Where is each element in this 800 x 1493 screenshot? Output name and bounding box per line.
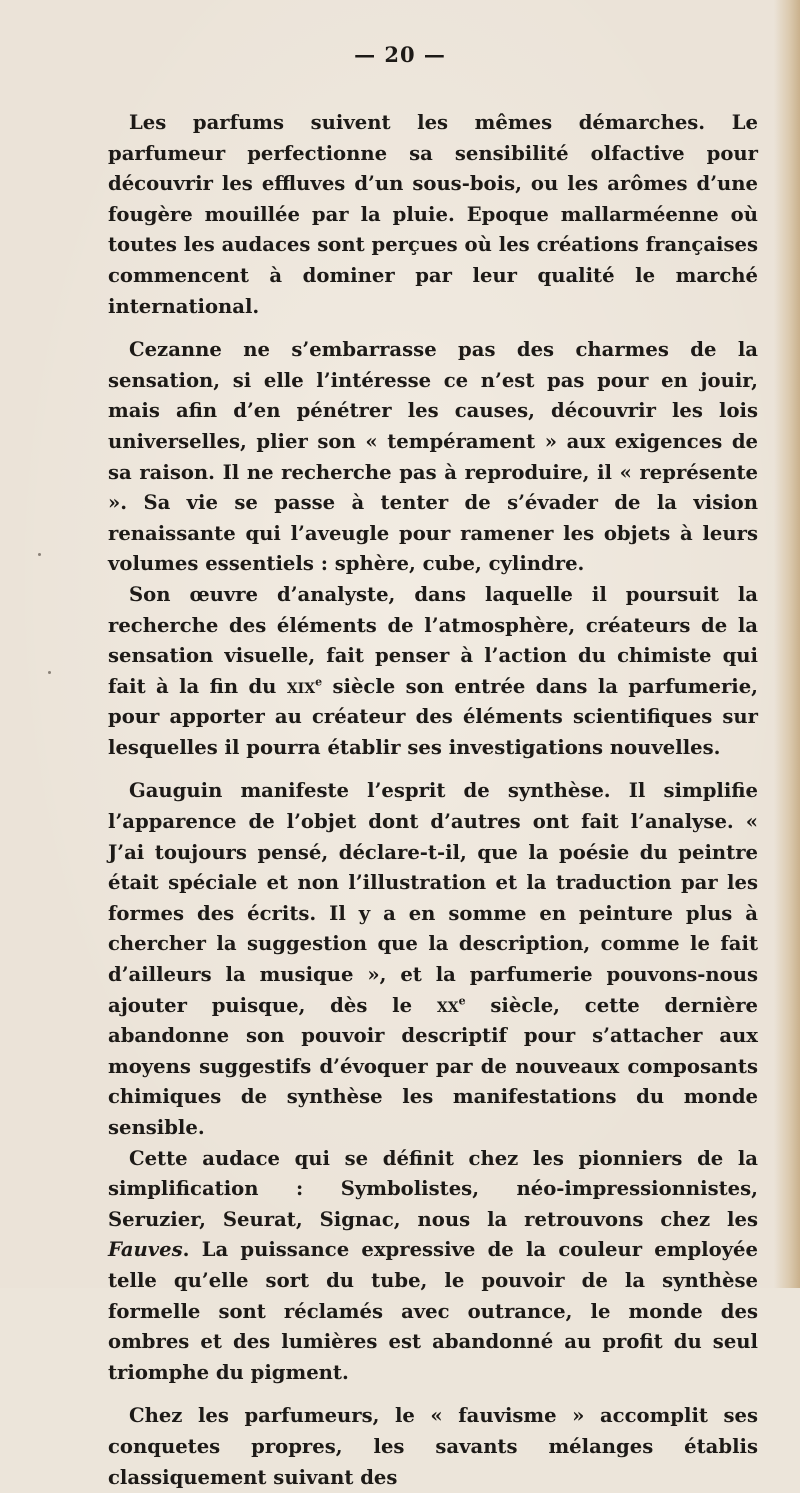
small-caps-text: xx <box>436 993 459 1017</box>
small-caps-text: xix <box>286 674 316 698</box>
text-run: Gauguin manifeste l’esprit de synthèse. Il simplifie l’apparence de l’objet dont d’autres ont fait l’analyse. « J’ai toujours pensé, déclare-t-il, que la poésie du peintre était spéciale et non l’illustration et la traduction par les formes des écrits. Il y a en somme en peinture plus à chercher la suggestion que la description, comme le fait d’ailleurs la musique », et la parfumerie pouvons-nous ajouter puisque, dès le <box>108 779 758 1017</box>
paragraph <box>108 1144 758 1389</box>
superscript: e <box>458 994 466 1008</box>
text-run: Son œuvre d’analyste, dans laquelle il poursuit la recherche des éléments de l’atmosphère, créateurs de la sensation visuelle, fait penser à l’action du chimiste qui fait à la fin du <box>108 582 758 698</box>
paragraph <box>108 580 758 764</box>
paragraph <box>108 335 758 580</box>
page-number: — 20 — <box>354 42 446 67</box>
text-run: siècle son entrée dans la parfumerie, pour apporter au créateur des éléments scientifiques sur lesquelles il pourra établir ses investigations nouvelles. <box>108 674 758 759</box>
page-edge-shadow <box>774 0 800 1288</box>
paper-speck <box>38 553 41 556</box>
paper-speck <box>48 671 51 674</box>
text-run: . La puissance expressive de la couleur employée telle qu’elle sort du tube, le pouvoir de la synthèse formelle sont réclamés avec outrance, le monde des ombres et des lumières est abandonné au profit du seul triomphe du pigment. <box>108 1238 758 1384</box>
italic-text: Fauves <box>108 1238 183 1262</box>
text-run: siècle, cette dernière abandonne son pouvoir descriptif pour s’attacher aux moyens suggestifs d’évoquer par de nouveaux composants chimiques de synthèse les manifestations du monde sensible. <box>108 993 758 1139</box>
text-run: Les parfums suivent les mêmes démarches. Le parfumeur perfectionne sa sensibilité olfactive pour découvrir les effluves d’un sous-bois, ou les arômes d’une fougère mouillée par la pluie. Epoque mallarméenne où toutes les audaces sont perçues où les créations françaises commencent à dominer par leur qualité le marché international. <box>108 111 758 318</box>
text-run: Cezanne ne s’embarrasse pas des charmes de la sensation, si elle l’intéresse ce n’est pas pour en jouir, mais afin d’en pénétrer les causes, découvrir les lois universelles, plier son « tempérament » aux exigences de sa raison. Il ne recherche pas à reproduire, il « représente ». Sa vie se passe à tenter de s’évader de la vision renaissante qui l’aveugle pour ramener les objets à leurs volumes essentiels : sphère, cube, cylindre. <box>108 338 758 576</box>
text-run: Chez les parfumeurs, le « fauvisme » accomplit ses conquetes propres, les savants mélanges établis classiquement suivant des <box>108 1404 758 1489</box>
body-text <box>108 108 758 1493</box>
paragraph <box>108 776 758 1143</box>
paragraph <box>108 108 758 322</box>
paragraph <box>108 1401 758 1493</box>
text-run: Cette audace qui se définit chez les pionniers de la simplification : Symbolistes, néo-impressionnistes, Seruzier, Seurat, Signac, nous la retrouvons chez les <box>108 1146 758 1231</box>
superscript: e <box>315 675 323 689</box>
